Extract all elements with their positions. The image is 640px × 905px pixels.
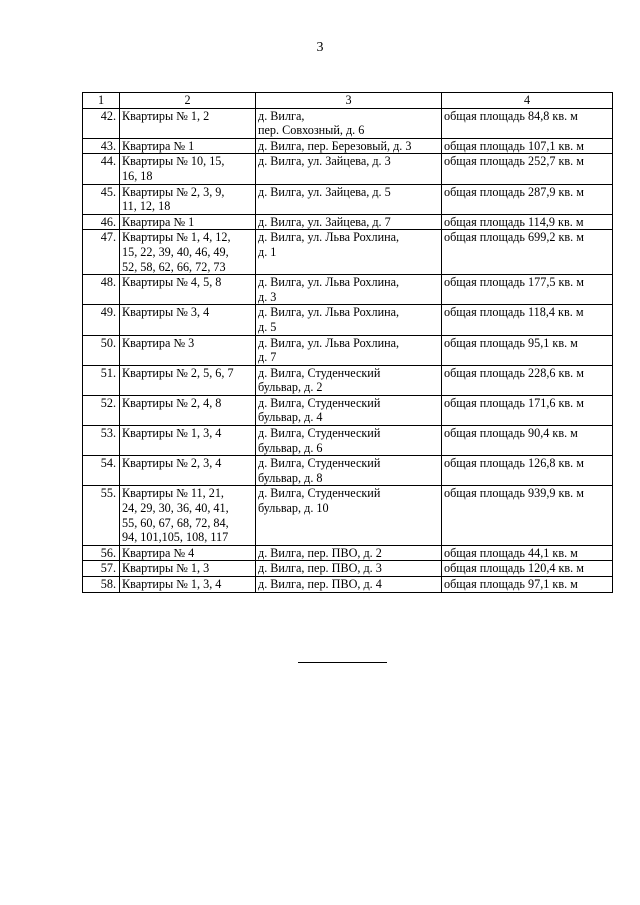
apartments-cell: Квартира № 1 [120,138,256,154]
row-number: 47. [83,230,120,275]
address-cell: д. Вилга, ул. Льва Рохлина, д. 3 [256,275,442,305]
row-number: 45. [83,184,120,214]
apartments-table [82,92,613,593]
row-number: 55. [83,486,120,545]
table-row [83,395,613,425]
table-row [83,561,613,577]
apartments-cell: Квартиры № 1, 3 [120,561,256,577]
area-cell: общая площадь 114,9 кв. м [442,214,613,230]
table-row [83,456,613,486]
apartments-cell: Квартиры № 2, 3, 4 [120,456,256,486]
area-cell: общая площадь 95,1 кв. м [442,335,613,365]
table-row [83,486,613,545]
apartments-cell: Квартиры № 1, 3, 4 [120,426,256,456]
address-cell: д. Вилга, ул. Зайцева, д. 5 [256,184,442,214]
row-number: 57. [83,561,120,577]
area-cell: общая площадь 120,4 кв. м [442,561,613,577]
address-cell: д. Вилга, пер. ПВО, д. 2 [256,545,442,561]
row-number: 50. [83,335,120,365]
address-cell: д. Вилга, Студенческий бульвар, д. 4 [256,395,442,425]
column-header-3: 3 [256,93,442,109]
table-row [83,214,613,230]
table-row [83,275,613,305]
area-cell: общая площадь 126,8 кв. м [442,456,613,486]
table-row [83,154,613,184]
apartments-cell: Квартиры № 1, 3, 4 [120,577,256,593]
address-cell: д. Вилга, ул. Льва Рохлина, д. 5 [256,305,442,335]
column-header-4: 4 [442,93,613,109]
address-cell: д. Вилга, Студенческий бульвар, д. 8 [256,456,442,486]
row-number: 44. [83,154,120,184]
area-cell: общая площадь 44,1 кв. м [442,545,613,561]
apartments-cell: Квартира № 4 [120,545,256,561]
row-number: 54. [83,456,120,486]
row-number: 51. [83,365,120,395]
column-header-1: 1 [83,93,120,109]
row-number: 53. [83,426,120,456]
table-row [83,184,613,214]
apartments-cell: Квартиры № 1, 4, 12, 15, 22, 39, 40, 46, 49, 52, 58, 62, 66, 72, 73 [120,230,256,275]
apartments-cell: Квартиры № 1, 2 [120,108,256,138]
apartments-cell: Квартиры № 3, 4 [120,305,256,335]
area-cell: общая площадь 171,6 кв. м [442,395,613,425]
apartments-cell: Квартиры № 2, 4, 8 [120,395,256,425]
apartments-cell: Квартира № 1 [120,214,256,230]
address-cell: д. Вилга, пер. Березовый, д. 3 [256,138,442,154]
address-cell: д. Вилга, ул. Зайцева, д. 7 [256,214,442,230]
area-cell: общая площадь 252,7 кв. м [442,154,613,184]
apartments-cell: Квартиры № 11, 21, 24, 29, 30, 36, 40, 41, 55, 60, 67, 68, 72, 84, 94, 101,105, 108, 117 [120,486,256,545]
table-row [83,577,613,593]
row-number: 46. [83,214,120,230]
apartments-cell: Квартиры № 4, 5, 8 [120,275,256,305]
address-cell: д. Вилга, Студенческий бульвар, д. 6 [256,426,442,456]
area-cell: общая площадь 177,5 кв. м [442,275,613,305]
area-cell: общая площадь 699,2 кв. м [442,230,613,275]
table-row [83,305,613,335]
table-row [83,230,613,275]
table-row [83,138,613,154]
area-cell: общая площадь 97,1 кв. м [442,577,613,593]
address-cell: д. Вилга, ул. Льва Рохлина, д. 7 [256,335,442,365]
table-row [83,365,613,395]
apartments-cell: Квартиры № 2, 5, 6, 7 [120,365,256,395]
area-cell: общая площадь 228,6 кв. м [442,365,613,395]
area-cell: общая площадь 90,4 кв. м [442,426,613,456]
bottom-rule [298,662,387,663]
table-row [83,335,613,365]
address-cell: д. Вилга, ул. Зайцева, д. 3 [256,154,442,184]
row-number: 49. [83,305,120,335]
area-cell: общая площадь 84,8 кв. м [442,108,613,138]
address-cell: д. Вилга, пер. ПВО, д. 3 [256,561,442,577]
address-cell: д. Вилга, Студенческий бульвар, д. 10 [256,486,442,545]
area-cell: общая площадь 939,9 кв. м [442,486,613,545]
area-cell: общая площадь 107,1 кв. м [442,138,613,154]
table-header-row [83,93,613,109]
table-row [83,426,613,456]
area-cell: общая площадь 118,4 кв. м [442,305,613,335]
row-number: 43. [83,138,120,154]
apartments-cell: Квартиры № 2, 3, 9, 11, 12, 18 [120,184,256,214]
row-number: 42. [83,108,120,138]
column-header-2: 2 [120,93,256,109]
row-number: 56. [83,545,120,561]
page-number: 3 [316,40,324,55]
row-number: 52. [83,395,120,425]
table-row [83,108,613,138]
area-cell: общая площадь 287,9 кв. м [442,184,613,214]
address-cell: д. Вилга, пер. Совхозный, д. 6 [256,108,442,138]
row-number: 48. [83,275,120,305]
apartments-cell: Квартира № 3 [120,335,256,365]
apartments-cell: Квартиры № 10, 15, 16, 18 [120,154,256,184]
address-cell: д. Вилга, пер. ПВО, д. 4 [256,577,442,593]
row-number: 58. [83,577,120,593]
address-cell: д. Вилга, Студенческий бульвар, д. 2 [256,365,442,395]
table-body [83,108,613,592]
table-row [83,545,613,561]
address-cell: д. Вилга, ул. Льва Рохлина, д. 1 [256,230,442,275]
